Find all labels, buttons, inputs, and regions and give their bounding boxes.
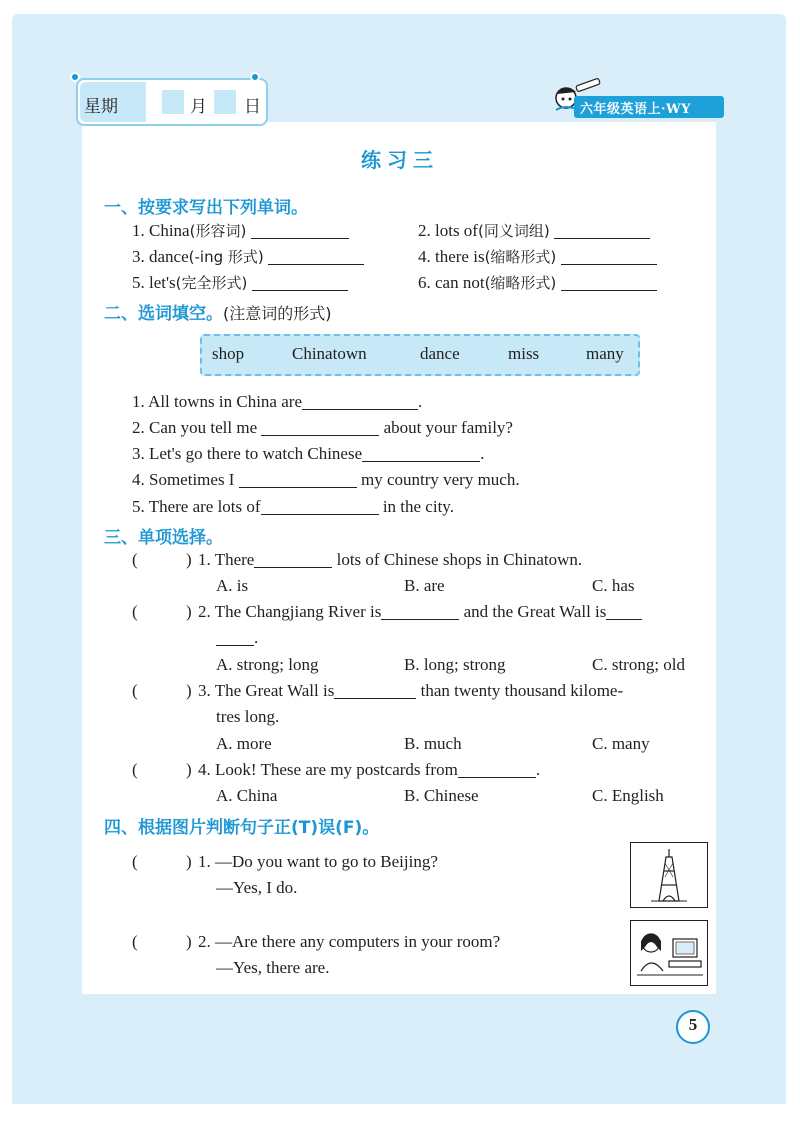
pin-icon — [250, 72, 260, 82]
answer-blank[interactable] — [261, 497, 379, 515]
answer-blank[interactable] — [606, 602, 642, 620]
weekday-slot[interactable] — [122, 90, 144, 114]
s1-item-5: 5. let's(完全形式) — [132, 272, 348, 293]
s4-q2-line1: 2. —Are there any computers in your room? — [198, 932, 501, 951]
weekday-label: 星期 — [84, 97, 118, 117]
s1-item-6: 6. can not(缩略形式) — [418, 272, 657, 293]
answer-blank[interactable] — [216, 628, 254, 646]
book-label: 六年级英语上·WY — [580, 102, 691, 117]
answer-blank[interactable] — [334, 681, 416, 699]
answer-blank[interactable] — [302, 392, 418, 410]
answer-paren-open[interactable]: ( — [132, 760, 138, 779]
answer-blank[interactable] — [252, 273, 348, 291]
option-a[interactable]: A. strong; long — [216, 655, 319, 674]
s2-item-1: 1. All towns in China are . — [132, 392, 423, 411]
section-2-heading: 二、选词填空。(注意词的形式) — [104, 304, 332, 324]
page-title: 练习三 — [361, 148, 439, 172]
answer-paren-close: ) — [186, 681, 192, 700]
word-bank-item: shop — [212, 344, 245, 363]
s4-q1-line2: —Yes, I do. — [216, 878, 298, 897]
answer-blank[interactable] — [251, 221, 349, 239]
option-b[interactable]: B. long; strong — [404, 655, 506, 674]
section-1-heading: 一、按要求写出下列单词。 — [104, 198, 308, 218]
section-2-note: (注意词的形式) — [223, 304, 332, 323]
option-b[interactable]: B. much — [404, 734, 462, 753]
answer-paren-open[interactable]: ( — [132, 602, 138, 621]
answer-blank[interactable] — [458, 760, 536, 778]
answer-blank[interactable] — [239, 470, 357, 488]
word-bank-item: Chinatown — [292, 344, 367, 363]
word-bank-item: dance — [420, 344, 460, 363]
answer-paren-close: ) — [186, 852, 192, 871]
s3-q1: 1. There lots of Chinese shops in Chinatown. — [198, 550, 583, 569]
word-bank-item: miss — [508, 344, 540, 363]
answer-paren-close: ) — [186, 932, 192, 951]
answer-paren-open[interactable]: ( — [132, 550, 138, 569]
date-box — [76, 78, 268, 126]
answer-blank[interactable] — [381, 602, 459, 620]
s3-q2-cont: . — [216, 628, 258, 648]
answer-blank[interactable] — [362, 444, 480, 462]
s3-q3-cont: tres long. — [216, 707, 280, 726]
s4-q2-line2: —Yes, there are. — [216, 958, 330, 977]
s4-q1-line1: 1. —Do you want to go to Beijing? — [198, 852, 438, 871]
s2-item-5: 5. There are lots of in the city. — [132, 497, 454, 516]
answer-paren-open[interactable]: ( — [132, 932, 138, 951]
option-a[interactable]: A. China — [216, 786, 278, 805]
answer-paren-open[interactable]: ( — [132, 852, 138, 871]
option-a[interactable]: A. is — [216, 576, 249, 595]
day-slot[interactable] — [214, 90, 236, 114]
s3-q3: 3. The Great Wall is than twenty thousand kilome- — [198, 681, 624, 700]
answer-paren-close: ) — [186, 602, 192, 621]
word-bank-item: many — [586, 344, 624, 363]
s1-item-4: 4. there is(缩略形式) — [418, 246, 657, 267]
girl-computer-image — [630, 920, 708, 986]
pin-icon — [70, 72, 80, 82]
answer-blank[interactable] — [561, 273, 657, 291]
s1-item-2: 2. lots of(同义词组) — [418, 220, 650, 241]
answer-blank[interactable] — [268, 247, 364, 265]
option-b[interactable]: B. are — [404, 576, 445, 595]
option-a[interactable]: A. more — [216, 734, 272, 753]
section-4-heading: 四、根据图片判断句子正(T)误(F)。 — [104, 818, 380, 838]
option-c[interactable]: C. English — [592, 786, 664, 805]
s2-item-2: 2. Can you tell me about your family? — [132, 418, 513, 437]
s2-item-3: 3. Let's go there to watch Chinese . — [132, 444, 485, 463]
month-slot[interactable] — [162, 90, 184, 114]
answer-blank[interactable] — [554, 221, 650, 239]
page-number: 5 — [688, 1015, 698, 1034]
answer-paren-close: ) — [186, 550, 192, 569]
answer-blank[interactable] — [254, 550, 332, 568]
s3-q4: 4. Look! These are my postcards from . — [198, 760, 541, 779]
answer-blank[interactable] — [561, 247, 657, 265]
eiffel-tower-image — [630, 842, 708, 908]
answer-blank[interactable] — [261, 418, 379, 436]
day-label: 日 — [244, 97, 261, 117]
s3-q2: 2. The Changjiang River is and the Great Wall is — [198, 602, 642, 622]
option-b[interactable]: B. Chinese — [404, 786, 479, 805]
option-c[interactable]: C. many — [592, 734, 650, 753]
option-c[interactable]: C. has — [592, 576, 635, 595]
answer-paren-open[interactable]: ( — [132, 681, 138, 700]
s2-item-4: 4. Sometimes I my country very much. — [132, 470, 520, 489]
month-label: 月 — [190, 97, 207, 117]
s1-item-3: 3. dance(-ing 形式) — [132, 246, 364, 267]
answer-paren-close: ) — [186, 760, 192, 779]
option-c[interactable]: C. strong; old — [592, 655, 686, 674]
section-3-heading: 三、单项选择。 — [104, 528, 223, 548]
bottom-band — [12, 994, 786, 1104]
s1-item-1: 1. China(形容词) — [132, 220, 349, 241]
